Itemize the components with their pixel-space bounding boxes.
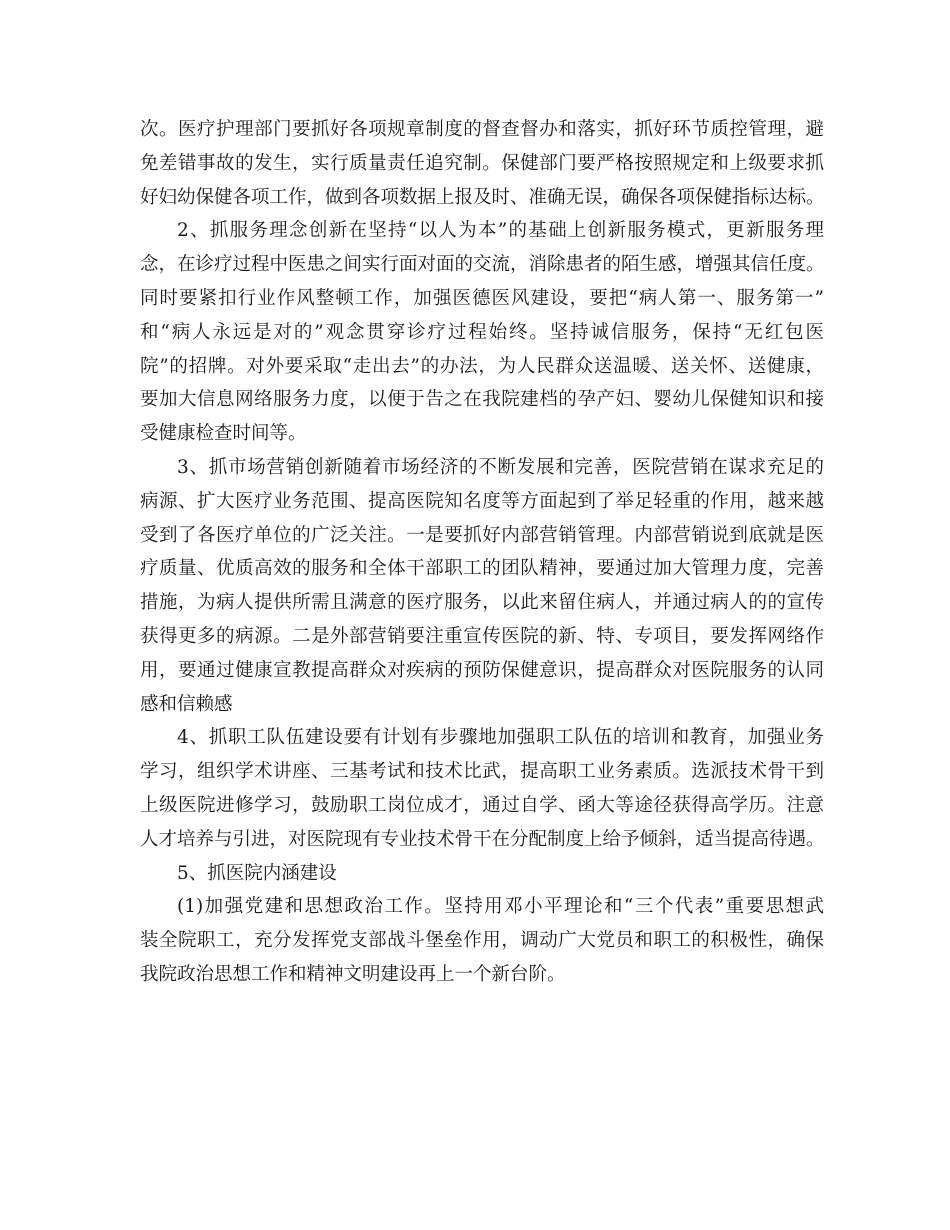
section-heading: 5、抓医院内涵建设: [177, 862, 337, 884]
text-line: 我院政治思想工作和精神文明建设再上一个新台阶。: [140, 963, 566, 985]
text-line: 受到了各医疗单位的广泛关注。一是要抓好内部营销管理。内部营销说到底就是医: [140, 524, 824, 546]
text-line: 次。医疗护理部门要抓好各项规章制度的督查督办和落实，抓好环节质控管理，避: [140, 119, 824, 140]
text-line: 学习，组织学术讲座、三基考试和技术比武，提高职工业务素质。选派技术骨干到: [140, 761, 824, 783]
text-line: 措施，为病人提供所需且满意的医疗服务，以此来留住病人，并通过病人的的宣传: [140, 592, 824, 614]
text-line: 院”的招牌。对外要采取“走出去”的办法，为人民群众送温暖、送关怀、送健康，: [140, 355, 824, 377]
paragraph-3-first-line: 3、抓市场营销创新随着市场经济的不断发展和完善，医院营销在谋求充足的: [177, 456, 824, 478]
text-line: 同时要紧扣行业作风整顿工作，加强医德医风建设，要把“病人第一、服务第一”: [140, 287, 824, 309]
text-line: 获得更多的病源。二是外部营销要注重宣传医院的新、特、专项目，要发挥网络作: [140, 625, 824, 647]
text-line: 人才培养与引进，对医院现有专业技术骨干在分配制度上给予倾斜，适当提高待遇。: [140, 828, 825, 850]
text-line: 好妇幼保健各项工作，做到各项数据上报及时、准确无误，确保各项保健指标达标。: [140, 186, 825, 208]
text-line: 装全院职工，充分发挥党支部战斗堡垒作用，调动广大党员和职工的积极性，确保: [140, 930, 824, 952]
paragraph-2-first-line: 2、抓服务理念创新在坚持“以人为本”的基础上创新服务模式，更新服务理: [177, 220, 824, 242]
paragraph-4-first-line: 4、抓职工队伍建设要有计划有步骤地加强职工队伍的培训和教育，加强业务: [177, 727, 824, 749]
text-line: 受健康检查时间等。: [140, 423, 307, 445]
text-line: 和“病人永远是对的”观念贯穿诊疗过程始终。坚持诚信服务，保持“无红包医: [140, 321, 824, 343]
text-line: 上级医院进修学习，鼓励职工岗位成才，通过自学、函大等途径获得高学历。注意: [140, 794, 824, 816]
text-line: 用，要通过健康宣教提高群众对疾病的预防保健意识，提高群众对医院服务的认同: [140, 659, 824, 681]
text-line: 病源、扩大医疗业务范围、提高医院知名度等方面起到了举足轻重的作用，越来越: [140, 490, 824, 512]
text-line: 疗质量、优质高效的服务和全体干部职工的团队精神，要通过加大管理力度，完善: [140, 558, 824, 580]
text-line: 念，在诊疗过程中医患之间实行面对面的交流，消除患者的陌生感，增强其信任度。: [140, 254, 825, 276]
text-line: 要加大信息网络服务力度，以便于告之在我院建档的孕产妇、婴幼儿保健知识和接: [140, 389, 824, 411]
text-line: 免差错事故的发生，实行质量责任追究制。保健部门要严格按照规定和上级要求抓: [140, 152, 824, 174]
document-body: [140, 113, 824, 992]
subsection-first-line: (1)加强党建和思想政治工作。坚持用邓小平理论和“三个代表”重要思想武: [177, 896, 824, 918]
text-line: 感和信赖感: [140, 693, 233, 715]
